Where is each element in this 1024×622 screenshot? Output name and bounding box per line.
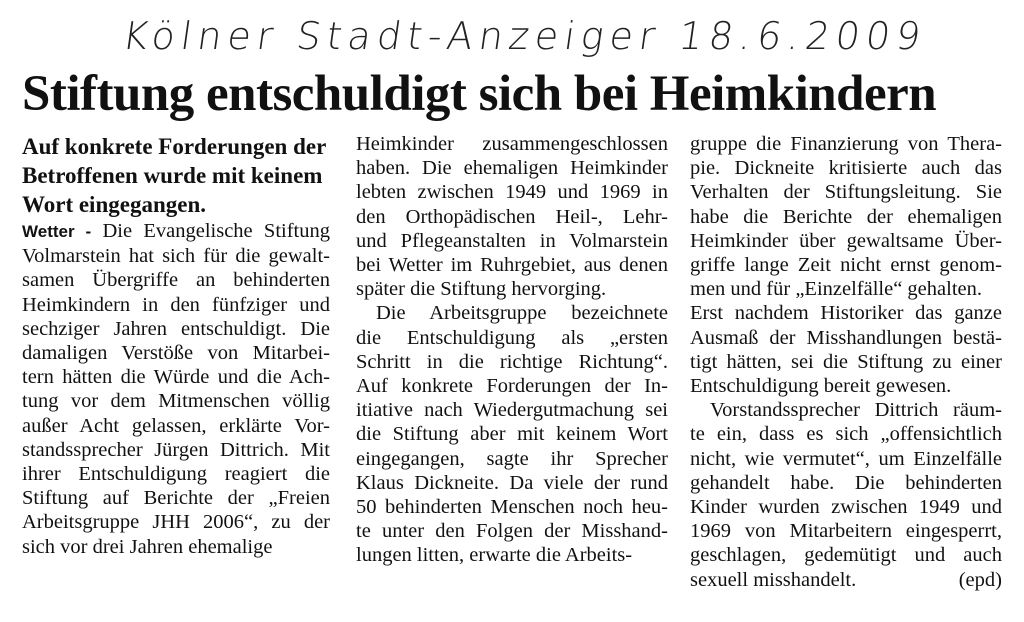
article-text-line: Arbeitsgruppe JHH 2006“, zu der (22, 511, 330, 534)
article-text-line: Die Arbeitsgruppe bezeichnete (376, 302, 668, 325)
article-text-line: lebten zwischen 1949 und 1969 in (356, 181, 668, 204)
article-text-line: außer Acht gelassen, erklärte Vor- (22, 414, 330, 437)
article-text-line: Heimkinder über gewaltsame Über- (690, 229, 1002, 252)
article-text-line: sechziger Jahren entschuldigt. Die (22, 317, 330, 340)
article-column-1 (22, 132, 330, 559)
article-text-line: geschlagen, gedemütigt und auch (690, 544, 1002, 567)
article-text-line: Ausmaß der Misshandlungen bestä- (690, 326, 1002, 349)
article-text-line: Vorstandssprecher Dittrich räum- (710, 399, 1002, 422)
article-text-line: lungen litten, erwarte die Arbeits- (356, 544, 633, 567)
article-text-line: gruppe die Finanzierung von Thera- (690, 133, 1002, 155)
article-text-line: griffe lange Zeit nicht ernst genom- (690, 254, 1002, 277)
article-text-line: te ein, dass es sich „offensichtlich (690, 423, 1002, 446)
article-text-line: sich vor drei Jahren ehemalige (22, 535, 273, 558)
article-text-line: haben. Die ehemaligen Heimkinder (356, 157, 668, 180)
article-headline: Stiftung entschuldigt sich bei Heimkindern (22, 66, 937, 122)
article-text-line: Kinder wurden zwischen 1949 und (690, 496, 1002, 519)
article-text: sexuell misshandelt. (690, 568, 857, 591)
article-text-line: bei Wetter im Ruhrgebiet, aus denen (356, 254, 668, 277)
article-text-line: und Pflegeanstalten in Volmarstein (356, 229, 668, 252)
article-text-line: später die Stiftung hervorging. (356, 278, 607, 301)
article-text-line: eingegangen, sagte ihr Sprecher (356, 447, 668, 470)
article-text-line: Volmarstein hat sich für die gewalt- (22, 245, 330, 268)
article-text-line: die Stiftung aber mit keinem Wort (356, 423, 668, 446)
article-column-3 (690, 132, 1002, 592)
article-text-line: samen Übergriffe an behinderten (22, 269, 330, 292)
article-text-line: 1969 von Mitarbeitern eingesperrt, (690, 520, 1002, 543)
article-text-line: tigt hätten, sei die Stiftung zu einer (690, 350, 1002, 373)
article-text-line: men und für „Einzelfälle“ gehalten. (690, 278, 982, 301)
article-text-line: gehandelt habe. Die behinderten (690, 471, 1002, 494)
article-dateline: Wetter - (22, 222, 92, 241)
article-text-line: Stiftung auf Berichte der „Freien (22, 487, 330, 510)
article-text-line: damaligen Verstöße von Mitarbei- (22, 342, 330, 365)
article-text-line: Erst nachdem Historiker das ganze (690, 302, 1002, 325)
handwritten-source-note: Kölner Stadt-Anzeiger 18.6.2009 (119, 14, 930, 58)
article-text-line: Schritt in die richtige Richtung“. (356, 350, 668, 373)
article-text: Die Evangelische Stiftung (91, 220, 330, 242)
article-subheadline: Auf konkrete Forderungen der Betroffenen wurde mit keinem Wort eingegangen. (22, 134, 326, 217)
article-text-line: die Entschuldigung als „ersten (356, 326, 668, 349)
article-text-line: Verhalten der Stiftungsleitung. Sie (690, 181, 1002, 204)
article-credit: (epd) (958, 568, 1002, 591)
article-text-line: ihrer Entschuldigung reagiert die (22, 463, 330, 486)
article-text-line: nicht, wie vermutet“, um Einzelfälle (690, 447, 1002, 470)
article-text-line: itiative nach Wiedergutmachung sei (356, 399, 668, 422)
article-text-line: tern hätten die Würde und die Ach- (22, 366, 330, 389)
article-text-line: habe die Berichte der ehemaligen (690, 205, 1002, 228)
article-text-line: Heimkinder zusammengeschlossen (356, 133, 668, 155)
column-2-body (356, 132, 668, 568)
article-text-line (22, 219, 330, 244)
article-text-line: standssprecher Jürgen Dittrich. Mit (22, 438, 330, 461)
article-text-line: pie. Dickneite kritisierte auch das (690, 157, 1002, 180)
article-text-line: Klaus Dickneite. Da viele der rund (356, 471, 668, 494)
article-column-2 (356, 132, 668, 568)
article-text-line: 50 behinderten Menschen noch heu- (356, 496, 668, 519)
article-text-line: te unter den Folgen der Misshand- (356, 520, 668, 543)
article-text-line (690, 568, 1002, 592)
article-text-line: Auf konkrete Forderungen der In- (356, 375, 668, 398)
article-text-line: Entschuldigung bereit gewesen. (690, 375, 952, 398)
article-text-line: den Orthopädischen Heil-, Lehr- (356, 205, 668, 228)
column-3-body (690, 132, 1002, 592)
column-1-body (22, 219, 330, 559)
article-text-line: tung vor dem Mitmenschen völlig (22, 390, 330, 413)
article-text-line: Heimkindern in den fünfziger und (22, 293, 330, 316)
